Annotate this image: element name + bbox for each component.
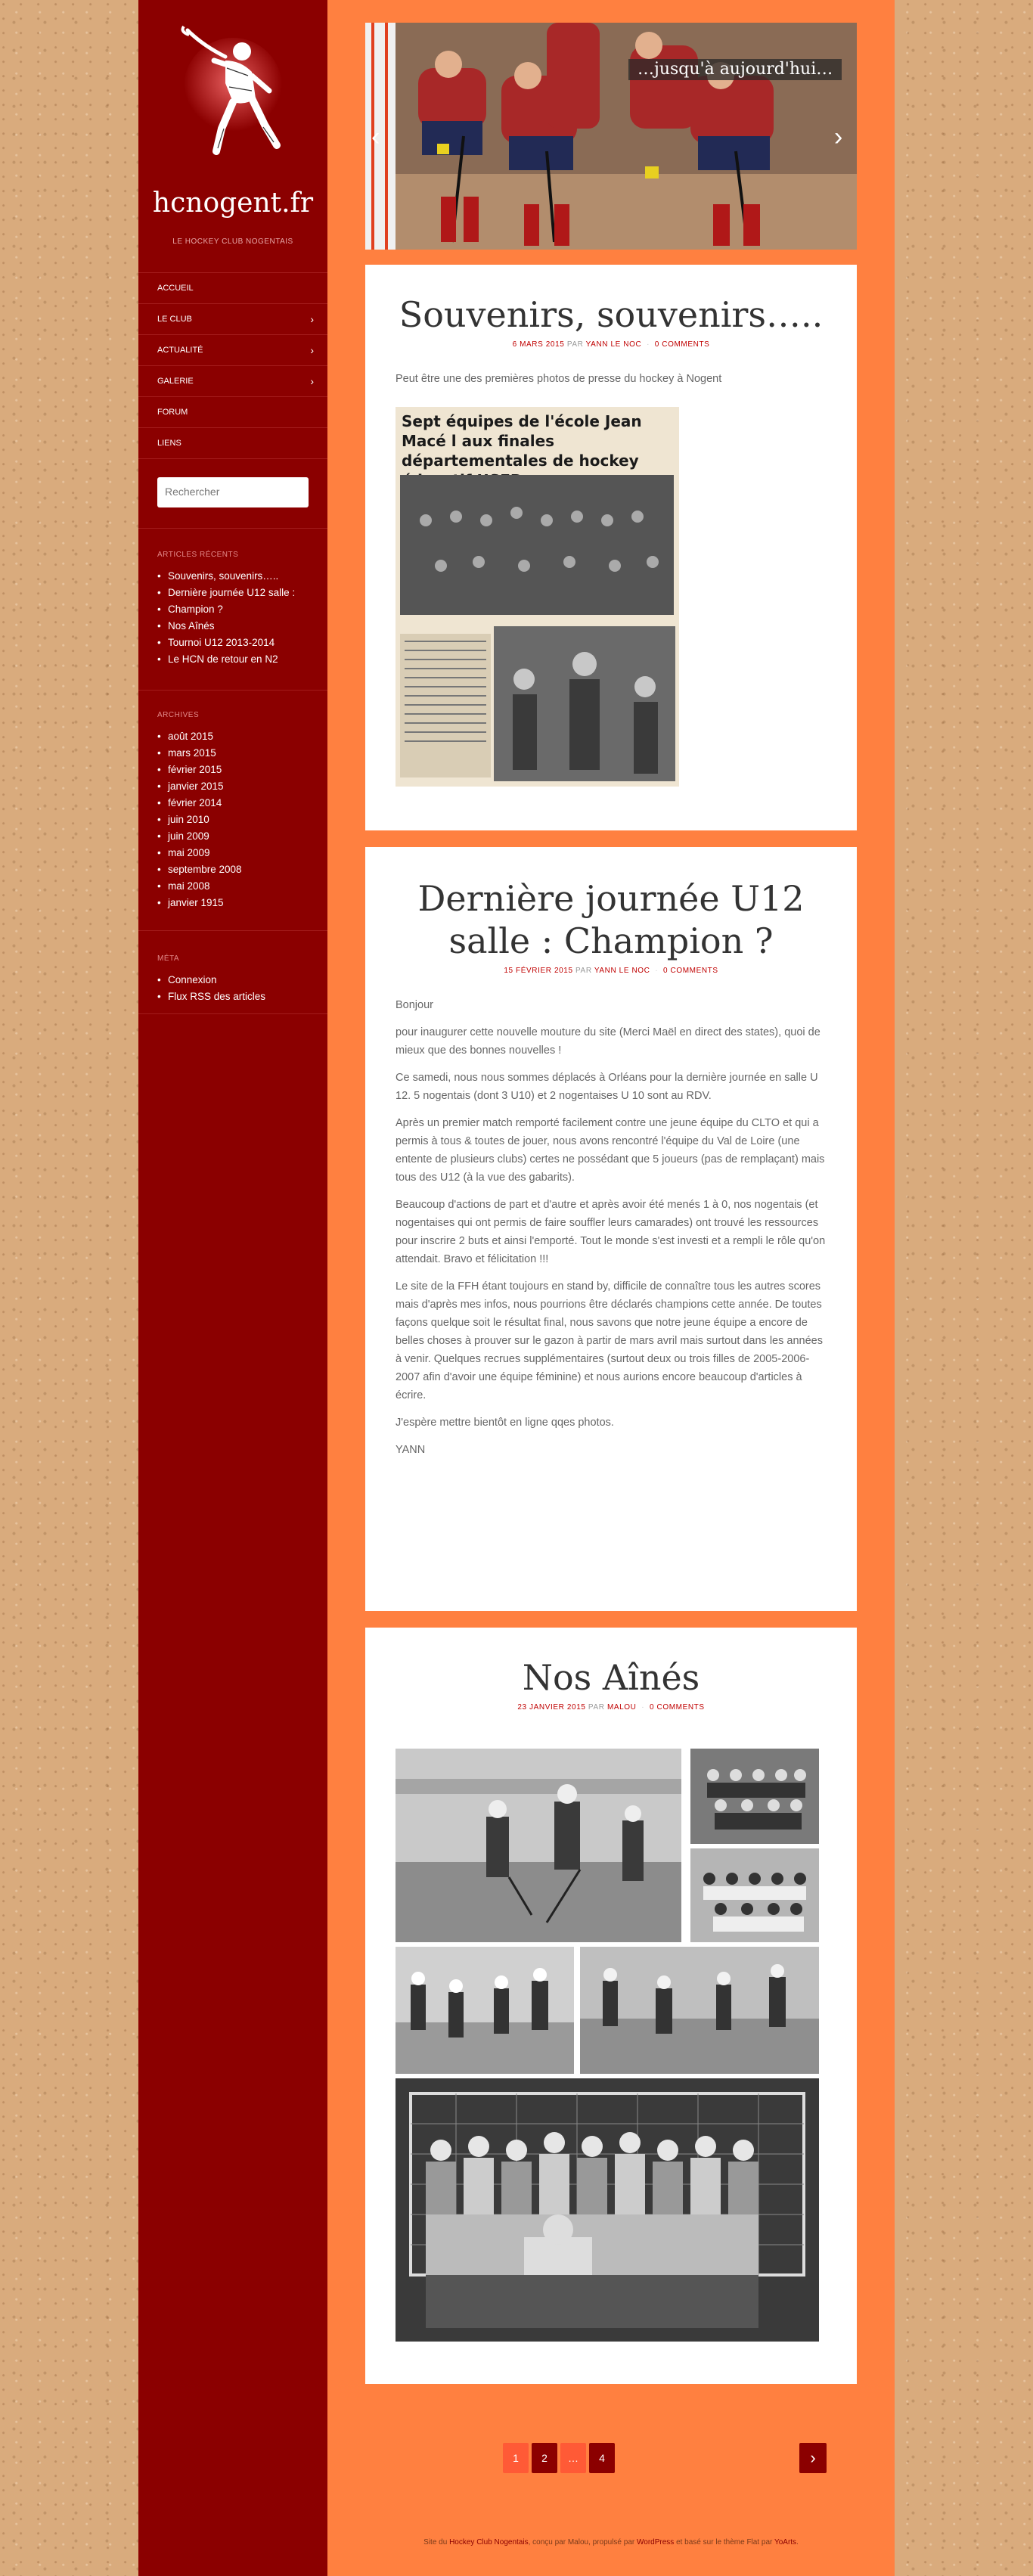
page-1-button[interactable]: 1 [503,2443,529,2473]
newspaper-photo-icon [396,407,679,787]
page-ellipsis: … [560,2443,586,2473]
post-author[interactable]: YANN LE NOC [585,340,642,349]
post-title[interactable]: Dernière journée U12 salle : Champion ? [417,878,805,961]
team-photo [690,1848,819,1942]
main-nav [138,272,327,459]
meta-separator: · [652,967,661,975]
archives-widget [157,711,309,911]
gallery-image[interactable] [396,1749,681,1942]
sidebar [138,0,327,2576]
post-comments-link[interactable]: 0 COMMENTS [654,340,710,349]
nav-label: GALERIE [157,377,194,386]
post-title[interactable]: Souvenirs, souvenirs….. [399,294,824,335]
search-box [157,477,309,507]
post-date[interactable]: 15 FÉVRIER 2015 [504,967,573,975]
widget-title: MÉTA [157,954,180,963]
divider [138,930,327,931]
post-paragraph: J'espère mettre bientôt en ligne qqes photos. [396,1417,614,1429]
post-comments-link[interactable]: 0 COMMENTS [649,1703,705,1712]
divider [138,690,327,691]
archive-link[interactable]: • août 2015 [157,728,309,745]
site-logo[interactable] [138,0,327,182]
nav-label: LE CLUB [157,315,192,324]
post-article [365,1628,857,2384]
post-paragraph: Après un premier match remporté facilement contre une jeune équipe du CLTO et qui a permis à tous & toutes de jouer, nous avons rencontré l'équipe du Val de Loire (une entente de plusieurs clubs) certes ne possédant que 5 joueurs (pas de remplaçant) mais tous des U12 (à la vue des gabarits). [396,1117,825,1184]
archive-link[interactable]: • septembre 2008 [157,861,309,878]
meta-link-login[interactable]: • Connexion [157,972,309,989]
footer [327,2538,895,2547]
archive-link[interactable]: • février 2014 [157,795,309,812]
site-tagline: LE HOCKEY CLUB NOGENTAIS [172,237,293,246]
archive-link[interactable]: • juin 2009 [157,828,309,845]
nav-item-galerie[interactable] [138,366,327,397]
gallery-image[interactable] [396,1947,574,2074]
clipping-headline: Sept équipes de l'école Jean Macé l aux finales départementales de hockey [402,412,642,470]
team-group-photo [396,2078,819,2342]
meta-widget [157,954,309,1005]
hero-slider[interactable] [365,23,857,250]
post-article [365,265,857,830]
nav-label: ACTUALITÉ [157,346,203,355]
nav-item-actualite[interactable] [138,335,327,366]
post-body [396,996,827,1459]
divider [138,528,327,529]
slider-prev-icon[interactable]: ‹ [371,123,380,151]
search-input[interactable] [157,477,309,506]
archive-link[interactable]: • mai 2009 [157,845,309,861]
hockey-player-logo-icon [180,15,286,166]
chevron-right-icon: › [310,375,314,387]
post-body [396,370,827,388]
post-paragraph: Ce samedi, nous nous sommes déplacés à Orléans pour la dernière journée en salle U 12. 5 nogentais (dont 3 U10) et 2 nogentaises U 10 sont au RDV. [396,1072,818,1102]
hockey-team-photo [365,23,857,250]
recent-post-link[interactable]: • Champion ? [157,601,309,618]
archive-link[interactable]: • juin 2010 [157,812,309,828]
slide-caption: …jusqu'à aujourd'hui… [628,59,842,80]
post-by: PAR [588,1703,605,1712]
page-2-button[interactable]: 2 [532,2443,557,2473]
archive-link[interactable]: • janvier 2015 [157,778,309,795]
post-paragraph: Peut être une des premières photos de presse du hockey à Nogent [396,373,722,385]
post-by: PAR [566,340,584,349]
team-photo [690,1749,819,1844]
gallery-image[interactable] [396,2078,819,2342]
recent-posts-widget [157,551,309,668]
newspaper-clipping-image[interactable] [396,407,679,787]
gallery-image[interactable] [690,1749,819,1844]
footer-yoarts-link[interactable]: YoArts [774,2538,797,2547]
post-comments-link[interactable]: 0 COMMENTS [662,967,718,975]
nav-item-accueil[interactable] [138,273,327,304]
site-title[interactable]: hcnogent.fr [152,188,314,219]
post-date[interactable]: 23 JANVIER 2015 [517,1703,586,1712]
nav-label: ACCUEIL [157,284,194,293]
nav-item-forum[interactable] [138,397,327,428]
recent-post-link[interactable]: • Nos Aînés [157,618,309,635]
post-author[interactable]: MALOU [606,1703,637,1712]
footer-club-link[interactable]: Hockey Club Nogentais [449,2538,529,2547]
footer-text: et basé sur le thème Flat par [676,2538,773,2547]
next-page-icon[interactable]: › [799,2443,827,2473]
archive-link[interactable]: • mars 2015 [157,745,309,762]
gallery-image[interactable] [690,1848,819,1942]
post-by: PAR [575,967,592,975]
gallery-image[interactable] [580,1947,819,2074]
recent-post-link[interactable]: • Souvenirs, souvenirs….. [157,568,309,585]
post-paragraph: Beaucoup d'actions de part et d'autre et après avoir été menés 1 à 0, nos nogentais (et nogentaises qui ont permis de faire souffler leurs camarades) ont trouvé les ressources pour inscrire 2 buts et ainsi l'emporté. Tout le monde s'est investi et a rempli le rôle qu'on attendait. Bravo et félicitation !!! [396,1199,826,1265]
slider-next-icon[interactable]: › [834,123,843,151]
archive-link[interactable]: • février 2015 [157,762,309,778]
post-paragraph: pour inaugurer cette nouvelle mouture du site (Merci Maël en direct des states), quoi de mieux que des bonnes nouvelles ! [396,1026,821,1057]
post-author[interactable]: YANN LE NOC [594,967,650,975]
recent-post-link[interactable]: • Dernière journée U12 salle : [157,585,309,601]
nav-item-liens[interactable] [138,428,327,459]
indoor-hockey-photo [396,1947,574,2074]
widget-title: ARTICLES RÉCENTS [157,551,239,559]
footer-wordpress-link[interactable]: WordPress [637,2538,675,2547]
nav-label: FORUM [157,408,188,417]
chevron-right-icon: › [310,344,314,356]
recent-post-link[interactable]: • Le HCN de retour en N2 [157,651,309,668]
divider [138,1013,327,1014]
archive-link[interactable]: • janvier 1915 [157,895,309,911]
chevron-right-icon: › [310,313,314,325]
post-meta [365,340,857,349]
post-title[interactable]: Nos Aînés [522,1657,700,1698]
main-content [327,0,895,2576]
post-paragraph: YANN [396,1444,426,1456]
nav-label: LIENS [157,439,181,448]
post-article [365,847,857,1611]
meta-separator: · [638,1703,647,1712]
post-date[interactable]: 6 MARS 2015 [512,340,565,349]
nav-item-le-club[interactable] [138,304,327,335]
post-meta [365,1703,857,1712]
post-paragraph: Le site de la FFH étant toujours en stand by, difficile de connaître tous les autres scores mais d'après mes infos, nous pourrions être déclarés champions cette année. De toutes façons quelque soit le résultat final, nous savons que notre jeune équipe a encore de belles choses à prouver sur le gazon à partir de mars avril mais surtout dans les années à venir. Quelques recrues supplémentaires (surtout deux ou trois filles de 2005-2006-2007 afin d'avoir une équipe féminine) et nous aurions encore beaucoup d'articles à écrire. [396,1280,823,1401]
footer-text: Site du [423,2538,448,2547]
footer-text: . [796,2538,799,2547]
meta-separator: · [644,340,653,349]
widget-title: ARCHIVES [157,711,200,719]
post-paragraph: Bonjour [396,999,433,1011]
meta-link-rss[interactable]: • Flux RSS des articles [157,989,309,1005]
archive-link[interactable]: • mai 2008 [157,878,309,895]
hockey-match-photo [396,1749,681,1942]
footer-text: , conçu par Malou, propulsé par [528,2538,635,2547]
post-meta [365,967,857,975]
indoor-hockey-photo [580,1947,819,2074]
page-4-button[interactable]: 4 [589,2443,615,2473]
recent-post-link[interactable]: • Tournoi U12 2013-2014 [157,635,309,651]
